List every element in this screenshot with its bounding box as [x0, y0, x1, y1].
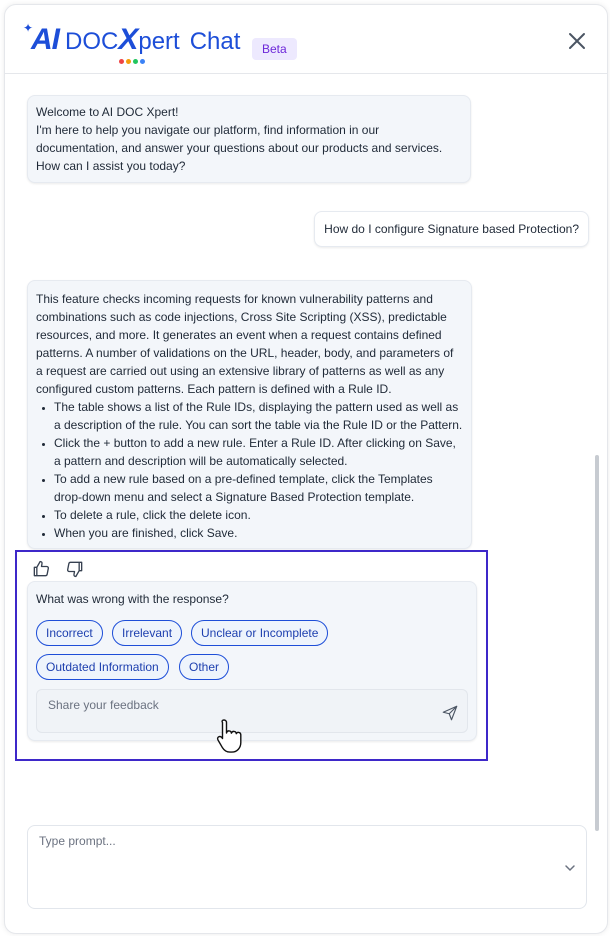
answer-bullet: • When you are finished, click Save. — [54, 524, 463, 542]
ai-docxpert-logo — [23, 23, 240, 63]
answer-intro: This feature checks incoming requests for known vulnerability patterns and combinations such as code injections, Cross Site Scripting (XSS), predictable resources, and more. It generates an event when a request contains defined patterns. A number of validations on the URL, header, body, and parameters of a request are carried out using an extensive library of patterns as well as any configured custom patterns. Each pattern is defined with a Rule ID. — [36, 292, 454, 396]
assistant-answer — [27, 280, 472, 549]
logo-dot — [140, 59, 145, 64]
user-message: How do I configure Signature based Protection? — [314, 211, 589, 247]
logo-chat: Chat — [189, 28, 241, 55]
answer-bullet: • Click the + button to add a new rule. Enter a Rule ID. After clicking on Save, a pattern and description will be automatically selected. — [54, 434, 463, 470]
prompt-input[interactable] — [27, 825, 587, 909]
prompt-placeholder: Type prompt... — [39, 834, 116, 848]
chat-panel — [4, 4, 608, 934]
chip-incorrect[interactable]: Incorrect — [36, 620, 103, 646]
welcome-line: How can I assist you today? — [36, 159, 186, 173]
welcome-message — [27, 95, 471, 183]
logo-dot — [126, 59, 131, 64]
scrollbar[interactable] — [595, 455, 599, 831]
chip-outdated-information[interactable]: Outdated Information — [36, 654, 169, 680]
logo-dots — [119, 59, 145, 64]
close-icon[interactable] — [565, 29, 589, 53]
beta-badge: Beta — [252, 38, 297, 60]
sparkle-icon: ✦ — [23, 21, 34, 35]
logo-dot — [133, 59, 138, 64]
welcome-line: Welcome to AI DOC Xpert! — [36, 105, 179, 119]
logo-pert: pert — [138, 28, 180, 55]
logo-ai: AI — [31, 23, 59, 56]
hand-pointer-cursor-icon — [215, 717, 245, 755]
chip-other[interactable]: Other — [179, 654, 229, 680]
answer-bullet: • The table shows a list of the Rule IDs, displaying the pattern used as well as a description of the rule. You can sort the table via the Rule ID or the Pattern. — [54, 398, 463, 434]
feedback-question: What was wrong with the response? — [36, 592, 229, 606]
feedback-placeholder: Share your feedback — [48, 698, 159, 712]
chat-header — [5, 5, 607, 74]
feedback-highlight-box — [15, 550, 488, 761]
welcome-line: I'm here to help you navigate our platform, find information in our documentation, and answer your questions about our products and services. — [36, 123, 443, 155]
chip-irrelevant[interactable]: Irrelevant — [112, 620, 182, 646]
answer-list — [36, 398, 463, 542]
logo-x: X — [118, 23, 139, 56]
chevron-down-icon[interactable] — [564, 862, 576, 874]
answer-bullet: • To add a new rule based on a pre-defined template, click the Templates drop-down menu and select a Signature Based Protection template. — [54, 470, 463, 506]
chip-unclear-or-incomplete[interactable]: Unclear or Incomplete — [191, 620, 328, 646]
answer-bullet: • To delete a rule, click the delete icon. — [54, 506, 463, 524]
logo-doc: DOC — [65, 28, 119, 55]
logo-dot — [119, 59, 124, 64]
